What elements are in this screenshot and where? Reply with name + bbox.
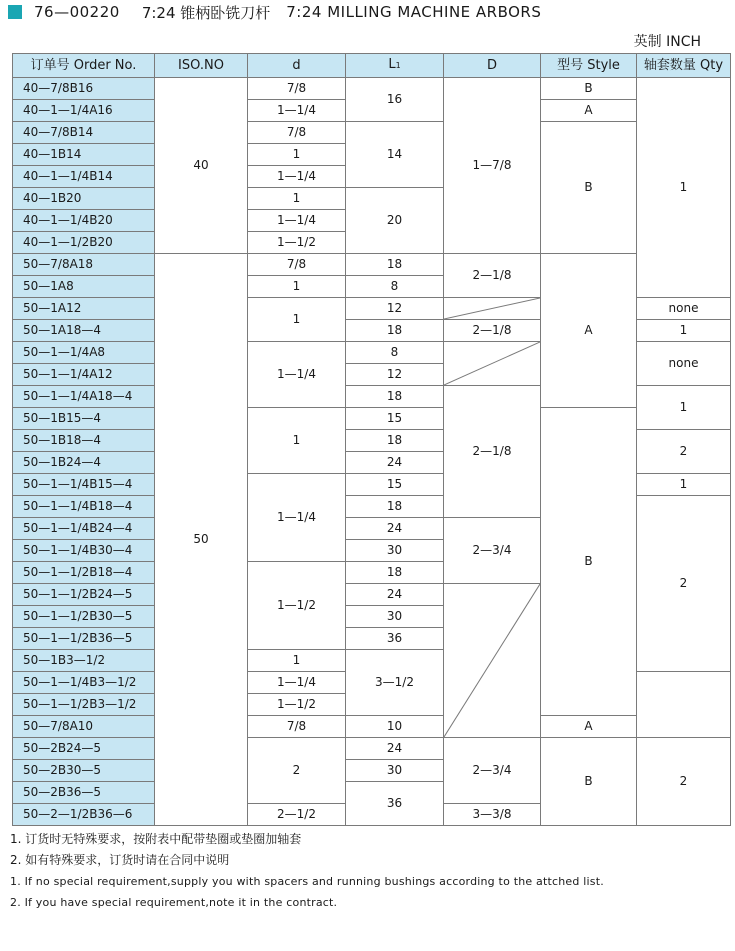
l1-cell: 30 [346,760,444,782]
l1-cell: 18 [346,496,444,518]
col-l1-main: L [388,57,396,72]
d-cell: 1 [248,188,346,210]
d-cell: 7/8 [248,254,346,276]
order-no-cell: 50—1B3—1/2 [13,650,155,672]
order-no-cell: 50—7/8A18 [13,254,155,276]
table-row [13,122,731,144]
l1-cell: 24 [346,584,444,606]
l1-cell: 16 [346,78,444,122]
style-cell: A [541,716,637,738]
order-no-cell: 50—1—1/4A12 [13,364,155,386]
d-cell: 2—1/2 [248,804,346,826]
order-no-cell: 50—1—1/4B24—4 [13,518,155,540]
big-d-cell: 3—3/8 [444,804,541,826]
style-cell: B [541,78,637,100]
qty-cell: 2 [637,496,731,672]
title-english: 7:24 MILLING MACHINE ARBORS [286,3,542,21]
qty-cell: 1 [637,320,731,342]
big-d-cell: 1—7/8 [444,78,541,254]
d-cell: 1—1/2 [248,694,346,716]
order-no-cell: 50—1—1/2B30—5 [13,606,155,628]
table-header-row [13,54,731,78]
iso-cell: 50 [155,254,248,826]
d-cell: 1—1/4 [248,166,346,188]
col-order-no: 订单号 Order No. [13,54,155,78]
l1-cell: 8 [346,276,444,298]
order-no-cell: 50—1—1/2B36—5 [13,628,155,650]
d-cell: 1—1/4 [248,672,346,694]
order-no-cell: 50—1—1/2B3—1/2 [13,694,155,716]
d-cell: 1—1/2 [248,562,346,650]
order-no-cell: 50—1A12 [13,298,155,320]
note-cn-2: 2. 如有特殊要求，订货时请在合同中说明 [10,853,230,867]
big-d-cell: 2—3/4 [444,738,541,804]
d-cell: 1 [248,144,346,166]
qty-cell: 1 [637,386,731,430]
order-no-cell: 50—1—1/4B3—1/2 [13,672,155,694]
qty-cell: none [637,298,731,320]
d-cell: 1—1/4 [248,210,346,232]
qty-cell: 1 [637,78,731,298]
order-no-cell: 40—1—1/4B14 [13,166,155,188]
blank-diagonal-cell [444,584,541,738]
big-d-cell: 2—1/8 [444,254,541,298]
catalog-code: 76—00220 [34,3,120,21]
blank-diagonal-cell [444,342,541,386]
style-cell: A [541,254,637,408]
d-cell: 1 [248,408,346,474]
note-en-1: 1. If no special requirement,supply you with spacers and running bushings according to the attched list. [10,875,604,888]
l1-cell: 8 [346,342,444,364]
table-row [13,78,731,100]
style-cell: B [541,122,637,254]
notes-section [10,829,604,913]
qty-cell: 2 [637,738,731,826]
d-cell: 7/8 [248,78,346,100]
order-no-cell: 50—1—1/4B30—4 [13,540,155,562]
d-cell: 1—1/4 [248,474,346,562]
style-cell: B [541,408,637,716]
l1-cell: 24 [346,518,444,540]
l1-cell: 18 [346,254,444,276]
d-cell: 2 [248,738,346,804]
order-no-cell: 50—1B18—4 [13,430,155,452]
l1-cell: 10 [346,716,444,738]
style-cell: A [541,100,637,122]
l1-cell: 18 [346,430,444,452]
col-iso-no: ISO.NO [155,54,248,78]
order-no-cell: 50—1—1/4B15—4 [13,474,155,496]
order-no-cell: 50—1—1/2B24—5 [13,584,155,606]
big-d-cell: 2—1/8 [444,386,541,518]
order-no-cell: 40—1—1/4B20 [13,210,155,232]
iso-cell: 40 [155,78,248,254]
col-big-d: D [444,54,541,78]
l1-cell: 24 [346,738,444,760]
order-no-cell: 50—2B30—5 [13,760,155,782]
order-no-cell: 50—1—1/4A8 [13,342,155,364]
l1-cell: 15 [346,408,444,430]
col-style: 型号 Style [541,54,637,78]
l1-cell: 18 [346,386,444,408]
order-no-cell: 50—1—1/4B18—4 [13,496,155,518]
order-no-cell: 50—1B24—4 [13,452,155,474]
l1-cell: 18 [346,320,444,342]
order-no-cell: 40—7/8B14 [13,122,155,144]
note-en-2: 2. If you have special requirement,note it in the contract. [10,896,338,909]
col-qty: 轴套数量 Qty [637,54,731,78]
d-cell: 7/8 [248,716,346,738]
order-no-cell: 40—1B20 [13,188,155,210]
d-cell: 1—1/2 [248,232,346,254]
l1-cell: 12 [346,364,444,386]
l1-cell: 36 [346,782,444,826]
title-bar [8,2,541,22]
order-no-cell: 50—2—1/2B36—6 [13,804,155,826]
big-d-cell: 2—1/8 [444,320,541,342]
l1-cell: 15 [346,474,444,496]
table-row [13,408,731,430]
qty-cell: 2 [637,430,731,474]
l1-cell: 24 [346,452,444,474]
order-no-cell: 50—2B36—5 [13,782,155,804]
d-cell: 1 [248,650,346,672]
order-no-cell: 50—1A8 [13,276,155,298]
qty-cell: none [637,342,731,386]
d-cell: 1—1/4 [248,342,346,408]
l1-cell: 14 [346,122,444,188]
qty-cell: 1 [637,474,731,496]
l1-cell: 30 [346,540,444,562]
table-row [13,738,731,760]
order-no-cell: 50—2B24—5 [13,738,155,760]
l1-cell: 30 [346,606,444,628]
table-row [13,716,731,738]
unit-label: 英制 INCH [633,34,701,50]
d-cell: 1—1/4 [248,100,346,122]
l1-cell: 12 [346,298,444,320]
l1-cell: 36 [346,628,444,650]
title-square-icon [8,5,22,19]
blank-diagonal-cell [444,298,541,320]
order-no-cell: 40—7/8B16 [13,78,155,100]
order-no-cell: 40—1B14 [13,144,155,166]
order-no-cell: 50—7/8A10 [13,716,155,738]
order-no-cell: 40—1—1/4A16 [13,100,155,122]
col-l1 [346,54,444,78]
d-cell: 1 [248,298,346,342]
order-no-cell: 40—1—1/2B20 [13,232,155,254]
order-no-cell: 50—1—1/4A18—4 [13,386,155,408]
order-no-cell: 50—1B15—4 [13,408,155,430]
title-chinese: 7:24 锥柄卧铣刀杆 [141,3,271,22]
table-row [13,254,731,276]
order-no-cell: 50—1—1/2B18—4 [13,562,155,584]
d-cell: 1 [248,276,346,298]
d-cell: 7/8 [248,122,346,144]
l1-cell: 20 [346,188,444,254]
style-cell: B [541,738,637,826]
col-l1-sub: 1 [395,61,401,70]
arbors-table [12,53,731,826]
l1-cell: 18 [346,562,444,584]
l1-cell: 3—1/2 [346,650,444,716]
big-d-cell: 2—3/4 [444,518,541,584]
order-no-cell: 50—1A18—4 [13,320,155,342]
col-d: d [248,54,346,78]
note-cn-1: 1. 订货时无特殊要求，按附表中配带垫圈或垫圈加轴套 [10,832,302,846]
